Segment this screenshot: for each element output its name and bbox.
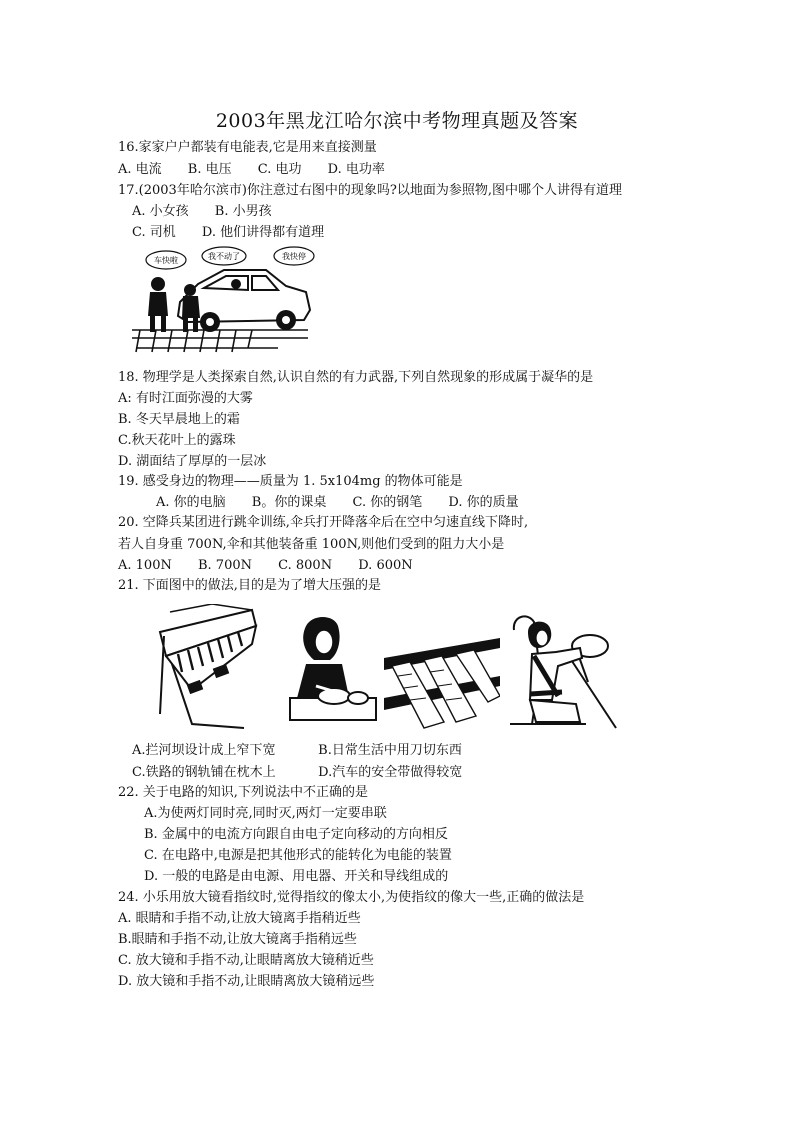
q18-option-b: B. 冬天早晨地上的霜 [118, 412, 240, 427]
q20-option-c: C. 800N [278, 558, 333, 573]
q21-seatbelt-figure [506, 612, 622, 732]
q17-car-figure [128, 244, 318, 356]
q24-option-a: A. 眼睛和手指不动,让放大镜离手指稍近些 [118, 911, 361, 926]
q24-option-b: B.眼睛和手指不动,让放大镜离手指稍远些 [118, 932, 357, 947]
q20-option-b: B. 700N [197, 558, 252, 573]
q19-option-a: A. 你的电脑 [156, 495, 226, 510]
q21-knife-figure [276, 612, 380, 732]
q17-option-b: B. 小男孩 [214, 204, 272, 219]
q22-option-a: A.为使两灯同时亮,同时灭,两灯一定要串联 [144, 806, 387, 821]
q24-option-c: C. 放大镜和手指不动,让眼睛离放大镜稍近些 [118, 953, 374, 968]
q17-stem: 17.(2003年哈尔滨市)你注意过右图中的现象吗?以地面为参照物,图中哪个人讲得有道理 [118, 183, 623, 198]
q19-option-d: D. 你的质量 [448, 495, 519, 510]
q21-options-row2 [132, 765, 462, 781]
q18-stem: 18. 物理学是人类探索自然,认识自然的有力武器,下列自然现象的形成属于凝华的是 [118, 370, 594, 385]
q24-option-d: D. 放大镜和手指不动,让眼睛离放大镜稍远些 [118, 974, 375, 989]
q16-stem: 16.家家户户都装有电能表,它是用来直接测量 [118, 140, 377, 155]
q22-stem: 22. 关于电路的知识,下列说法中不正确的是 [118, 785, 368, 800]
q17-options-row1 [132, 204, 294, 220]
q19-options [156, 495, 541, 511]
q20-option-d: D. 600N [358, 558, 413, 573]
q21-dam-figure [152, 604, 262, 732]
q20-stem-2: 若人自身重 700N,伞和其他装备重 100N,则他们受到的阻力大小是 [118, 537, 505, 552]
q17-options-row2 [132, 225, 346, 241]
q19-option-b: B。你的课桌 [251, 495, 327, 510]
q17-bubble-driver: 我不动了 [208, 252, 240, 261]
q17-option-c: C. 司机 [132, 225, 176, 240]
q16-option-d: D. 电功率 [327, 162, 385, 177]
q19-option-c: C. 你的钢笔 [352, 495, 423, 510]
q18-option-d: D. 湖面结了厚厚的一层冰 [118, 454, 267, 469]
q22-option-b: B. 金属中的电流方向跟自由电子定向移动的方向相反 [144, 827, 448, 842]
q21-rail-figure [384, 636, 500, 732]
q18-option-a: A: 有时江面弥漫的大雾 [118, 391, 253, 406]
q16-option-a: A. 电流 [118, 162, 162, 177]
q21-option-a: A.拦河坝设计成上窄下宽 [132, 743, 276, 758]
q20-stem-1: 20. 空降兵某团进行跳伞训练,伞兵打开降落伞后在空中匀速直线下降时, [118, 515, 529, 530]
q22-option-c: C. 在电路中,电源是把其他形式的能转化为电能的装置 [144, 848, 452, 863]
q17-bubble-girl: 车快啦 [154, 256, 178, 265]
q18-option-c: C.秋天花叶上的露珠 [118, 433, 236, 448]
q20-options [118, 558, 435, 574]
q22-option-d: D. 一般的电路是由电源、用电器、开关和导线组成的 [144, 869, 449, 884]
q21-options-row1 [132, 743, 462, 759]
q21-stem: 21. 下面图中的做法,目的是为了增大压强的是 [118, 578, 381, 593]
q17-option-a: A. 小女孩 [132, 204, 189, 219]
q21-option-c: C.铁路的钢轨铺在枕木上 [132, 765, 276, 780]
q21-option-b: B.日常生活中用刀切东西 [318, 743, 462, 758]
q20-option-a: A. 100N [118, 558, 172, 573]
q21-option-d: D.汽车的安全带做得较宽 [318, 765, 463, 780]
q16-option-b: B. 电压 [187, 162, 232, 177]
q16-option-c: C. 电功 [257, 162, 302, 177]
q17-bubble-boy: 我快停 [282, 252, 306, 261]
q24-stem: 24. 小乐用放大镜看指纹时,觉得指纹的像太小,为使指纹的像大一些,正确的做法是 [118, 890, 585, 905]
page-title: 2003年黑龙江哈尔滨中考物理真题及答案 [215, 110, 579, 132]
q17-option-d: D. 他们讲得都有道理 [201, 225, 325, 240]
q16-options [118, 162, 407, 178]
q19-stem: 19. 感受身边的物理——质量为 1. 5x104mg 的物体可能是 [118, 474, 463, 489]
